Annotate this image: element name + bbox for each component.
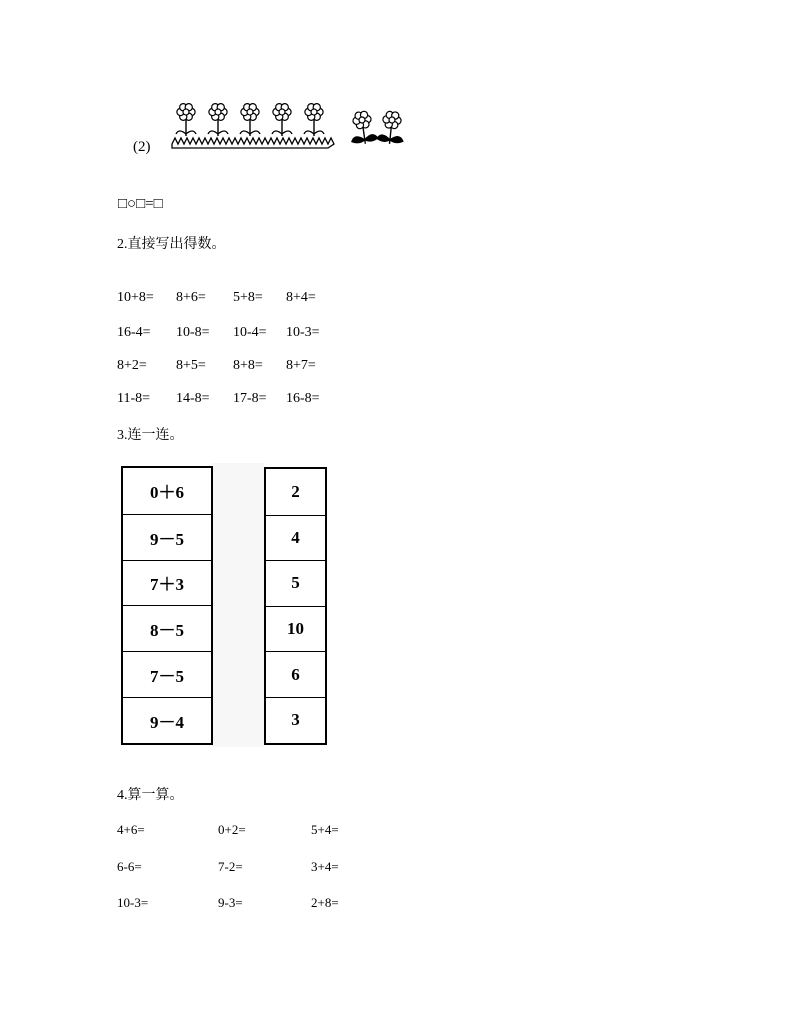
comparison-formula: □○□=□ [118, 196, 163, 212]
q2-problem: 8+8= [233, 358, 263, 373]
subquestion-label: (2) [133, 139, 151, 155]
grass-base [172, 138, 334, 148]
flower-group [172, 104, 406, 148]
expression-cell: 7－5 [123, 651, 211, 697]
q2-problem: 10-3= [286, 325, 320, 340]
q2-problem: 10+8= [117, 290, 154, 305]
flower-icon [304, 104, 324, 136]
q4-problem: 4+6= [117, 822, 145, 837]
expression-cell: 9－5 [123, 514, 211, 560]
q4-problem: 9-3= [218, 895, 243, 910]
flower-icon [272, 104, 292, 136]
flower-icon [240, 104, 260, 136]
q2-problem: 17-8= [233, 391, 267, 406]
expression-cell: 7＋3 [123, 560, 211, 606]
q4-problem: 3+4= [311, 859, 339, 874]
gap-shading [212, 463, 264, 747]
q4-problem: 2+8= [311, 895, 339, 910]
answer-cell: 6 [266, 651, 325, 697]
q4-problem: 0+2= [218, 822, 246, 837]
q4-problem: 6-6= [117, 859, 142, 874]
flower-icon [176, 104, 196, 136]
q3-title: 3.连一连。 [117, 428, 184, 443]
q2-problem: 8+6= [176, 290, 206, 305]
q2-problem: 5+8= [233, 290, 263, 305]
expression-column [121, 466, 213, 745]
flowers-illustration [170, 100, 410, 154]
q2-problem: 16-4= [117, 325, 151, 340]
q2-problem: 16-8= [286, 391, 320, 406]
q2-problem: 10-8= [176, 325, 210, 340]
q2-problem: 8+5= [176, 358, 206, 373]
expression-cell: 9－4 [123, 697, 211, 743]
q4-problem: 5+4= [311, 822, 339, 837]
flower-icon [348, 110, 378, 146]
flower-icon [208, 104, 228, 136]
answer-cell: 5 [266, 560, 325, 606]
expression-cell: 0＋6 [150, 483, 184, 503]
answer-cell: 3 [266, 697, 325, 743]
answer-cell: 2 [291, 481, 300, 501]
q2-problem: 14-8= [176, 391, 210, 406]
q2-problem: 10-4= [233, 325, 267, 340]
q2-problem: 8+4= [286, 290, 316, 305]
q4-title: 4.算一算。 [117, 788, 184, 803]
q2-problem: 8+2= [117, 358, 147, 373]
expression-cell: 8－5 [123, 605, 211, 651]
flower-icon [377, 110, 406, 145]
q4-problem: 10-3= [117, 895, 149, 910]
answer-column [264, 467, 327, 745]
q2-problem: 8+7= [286, 358, 316, 373]
q2-title: 2.直接写出得数。 [117, 237, 226, 252]
answer-cell: 4 [266, 515, 325, 561]
answer-cell: 10 [266, 606, 325, 652]
q4-problem: 7-2= [218, 859, 243, 874]
q2-problem: 11-8= [117, 391, 151, 406]
